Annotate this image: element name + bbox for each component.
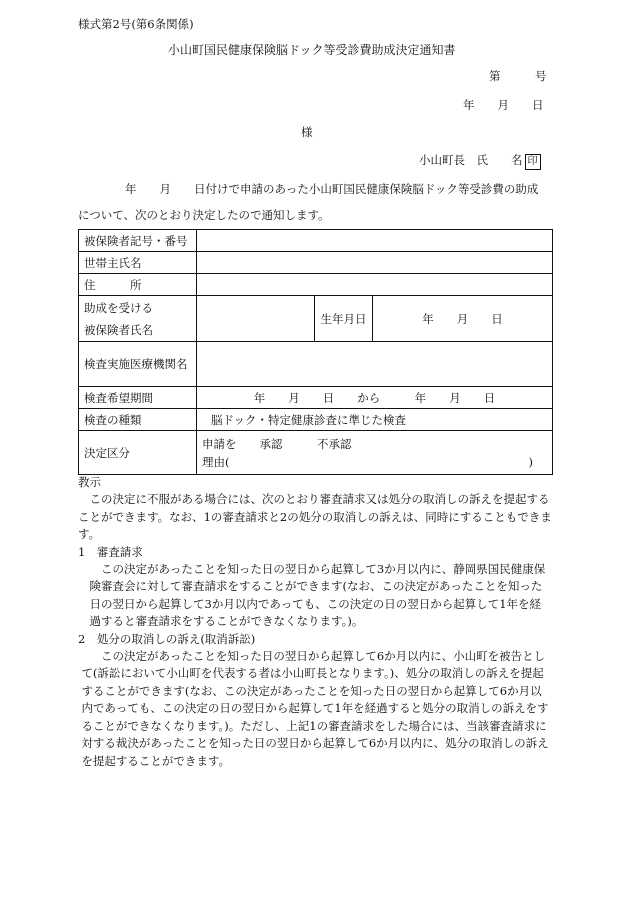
seal-stamp: 印 — [525, 154, 541, 170]
recipient-label-line2: 被保険者氏名 — [84, 322, 153, 337]
table-row — [79, 431, 553, 475]
application-table — [78, 229, 553, 475]
exam-type-label: 検査の種類 — [79, 409, 197, 431]
table-row — [79, 409, 553, 431]
issuer-line — [419, 153, 541, 170]
intro-line-1: 年 月 日付けで申請のあった小山町国民健康保険脳ドック等受診費の助成 — [125, 182, 539, 196]
period-field[interactable]: 年 月 日 から 年 月 日 — [197, 387, 553, 409]
intro-line-2: について、次のとおり決定したので通知します。 — [78, 208, 330, 222]
reason-open: 理由( — [202, 454, 230, 469]
household-head-label: 世帯主氏名 — [79, 252, 197, 274]
table-row — [79, 387, 553, 409]
institution-field[interactable] — [197, 342, 553, 387]
table-row — [79, 274, 553, 296]
household-head-field[interactable] — [197, 252, 553, 274]
reason-close: ) — [528, 454, 534, 469]
recipient-label-line1: 助成を受ける — [84, 300, 153, 315]
address-label: 住 所 — [79, 274, 197, 296]
insured-number-field[interactable] — [197, 230, 553, 252]
issue-date: 年 月 日 — [463, 98, 544, 112]
table-row — [79, 230, 553, 252]
address-field[interactable] — [197, 274, 553, 296]
table-row — [79, 296, 553, 342]
institution-label: 検査実施医療機関名 — [79, 342, 197, 387]
notice-heading: 教示 — [78, 475, 101, 489]
addressee-suffix: 様 — [301, 125, 313, 139]
recipient-label — [79, 296, 197, 342]
birthdate-field[interactable]: 年 月 日 — [373, 296, 553, 342]
insured-number-label: 被保険者記号・番号 — [79, 230, 197, 252]
birthdate-label: 生年月日 — [315, 296, 373, 342]
decision-label: 決定区分 — [79, 431, 197, 475]
issuer-name: 小山町長 氏 名 — [419, 153, 523, 167]
decision-options[interactable]: 申請を 承認 不承認 — [202, 436, 352, 451]
section-1-body: この決定があったことを知った日の翌日から起算して3か月以内に、静岡県国民健康保険審査会に対して審査請求をすることができます(なお、この決定があったことを知った日の翌日から起算して3か月以内であっても、この決定の日の翌日から起算して1年を経過すると審査請求をすることができなくなります。)。 — [89, 562, 546, 629]
document-number: 第 号 — [489, 69, 547, 83]
exam-type-value: 脳ドック・特定健康診査に準じた検査 — [197, 409, 553, 431]
form-id: 様式第2号(第6条関係) — [78, 17, 194, 31]
section-1-title: 1 審査請求 — [78, 544, 143, 559]
period-label: 検査希望期間 — [79, 387, 197, 409]
section-2-title: 2 処分の取消しの訴え(取消訴訟) — [78, 631, 256, 646]
document-title: 小山町国民健康保険脳ドック等受診費助成決定通知書 — [168, 43, 456, 57]
table-row — [79, 342, 553, 387]
decision-field — [197, 431, 553, 475]
table-row — [79, 252, 553, 274]
section-2-body: この決定があったことを知った日の翌日から起算して6か月以内に、小山町を被告として(訴訟において小山町を代表する者は小山町長となります。)、処分の取消しの訴えを提起することができます(なお、この決定があったことを知った日の翌日から起算して6か月以内であっても、この決定の日の翌日から起算して1年を経過すると処分の取消しの訴えをすることができなくなります。)。ただし、上記1の審査請求をした場合には、当該審査請求に対する裁決があったことを知った日の翌日から起算して6か月以内に、処分の取消しの訴えを提起することができます。 — [81, 649, 549, 768]
decision-reason[interactable] — [202, 453, 547, 471]
appeal-notice — [78, 474, 552, 770]
recipient-name-field[interactable] — [197, 296, 315, 342]
notice-intro: この決定に不服がある場合には、次のとおり審査請求又は処分の取消しの訴えを提起することができます。なお、1の審査請求と2の処分の取消しの訴えは、同時にすることもできます。 — [78, 492, 552, 542]
